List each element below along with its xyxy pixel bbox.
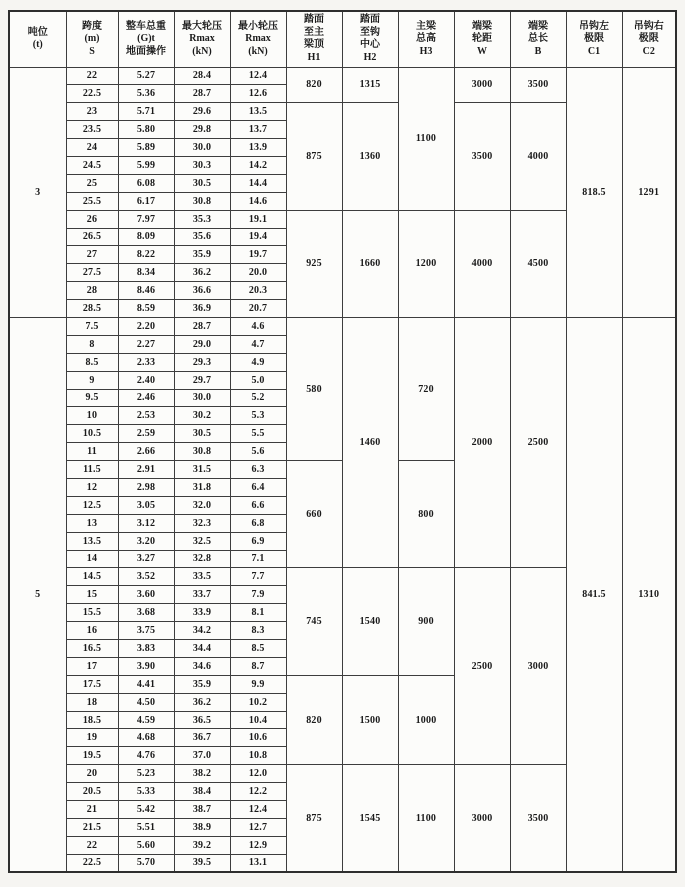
- header-line: 踏面: [360, 14, 380, 26]
- rmin-cell: 14.4: [230, 174, 286, 192]
- rmin-cell: 19.4: [230, 228, 286, 246]
- column-header-b: [510, 11, 566, 67]
- rmin-cell: 20.3: [230, 282, 286, 300]
- span-cell: 20.5: [66, 783, 118, 801]
- column-header-h2: [342, 11, 398, 67]
- span-cell: 25: [66, 174, 118, 192]
- span-cell: 15.5: [66, 604, 118, 622]
- span-cell: 15: [66, 586, 118, 604]
- c2-cell: 1310: [622, 317, 676, 872]
- tonnage-cell: 3: [9, 67, 66, 317]
- span-cell: 22.5: [66, 85, 118, 103]
- weight-cell: 2.33: [118, 353, 174, 371]
- weight-cell: 5.70: [118, 854, 174, 872]
- rmin-cell: 5.3: [230, 407, 286, 425]
- spec-row: [9, 317, 676, 335]
- h2-cell: 1460: [342, 317, 398, 567]
- w-cell: 3500: [454, 103, 510, 210]
- span-cell: 24: [66, 139, 118, 157]
- rmax-cell: 35.3: [174, 210, 230, 228]
- weight-cell: 3.27: [118, 550, 174, 568]
- rmin-cell: 7.9: [230, 586, 286, 604]
- h2-cell: 1660: [342, 210, 398, 317]
- rmax-cell: 35.6: [174, 228, 230, 246]
- header-line: (t): [32, 39, 43, 51]
- rmin-cell: 6.4: [230, 478, 286, 496]
- header-line: 总高: [416, 33, 436, 44]
- header-line: 端梁: [528, 20, 548, 32]
- rmax-cell: 30.2: [174, 407, 230, 425]
- rmax-cell: 33.7: [174, 586, 230, 604]
- span-cell: 10.5: [66, 425, 118, 443]
- span-cell: 27.5: [66, 264, 118, 282]
- rmin-cell: 6.3: [230, 461, 286, 479]
- weight-cell: 4.68: [118, 729, 174, 747]
- rmax-cell: 28.7: [174, 317, 230, 335]
- header-line: H2: [363, 51, 377, 63]
- rmax-cell: 29.8: [174, 121, 230, 139]
- rmax-cell: 38.4: [174, 783, 230, 801]
- weight-cell: 5.80: [118, 121, 174, 139]
- rmin-cell: 7.1: [230, 550, 286, 568]
- rmin-cell: 12.9: [230, 836, 286, 854]
- rmax-cell: 29.6: [174, 103, 230, 121]
- weight-cell: 2.98: [118, 478, 174, 496]
- span-cell: 13.5: [66, 532, 118, 550]
- span-cell: 23: [66, 103, 118, 121]
- h3-cell: 800: [398, 461, 454, 568]
- rmin-cell: 8.1: [230, 604, 286, 622]
- rmin-cell: 19.7: [230, 246, 286, 264]
- rmax-cell: 30.3: [174, 156, 230, 174]
- span-cell: 22: [66, 67, 118, 85]
- header-line: (kN): [192, 45, 212, 57]
- rmin-cell: 12.2: [230, 783, 286, 801]
- column-header-span: [66, 11, 118, 67]
- rmin-cell: 13.5: [230, 103, 286, 121]
- rmax-cell: 29.3: [174, 353, 230, 371]
- column-header-h3: [398, 11, 454, 67]
- span-cell: 25.5: [66, 192, 118, 210]
- header-line: 吊钩右: [633, 20, 664, 32]
- b-cell: 3500: [510, 765, 566, 872]
- rmin-cell: 4.9: [230, 353, 286, 371]
- w-cell: 4000: [454, 210, 510, 317]
- header-line: (G)t: [137, 33, 155, 44]
- rmax-cell: 36.2: [174, 693, 230, 711]
- column-header-h1: [286, 11, 342, 67]
- weight-cell: 5.36: [118, 85, 174, 103]
- header-line: 最小轮压: [238, 20, 278, 32]
- c1-cell: 841.5: [566, 317, 622, 872]
- weight-cell: 5.60: [118, 836, 174, 854]
- rmin-cell: 13.9: [230, 139, 286, 157]
- weight-cell: 5.71: [118, 103, 174, 121]
- rmin-cell: 19.1: [230, 210, 286, 228]
- c1-cell: 818.5: [566, 67, 622, 317]
- w-cell: 3000: [454, 67, 510, 103]
- w-cell: 3000: [454, 765, 510, 872]
- span-cell: 20: [66, 765, 118, 783]
- weight-cell: 5.99: [118, 156, 174, 174]
- column-header-c1: [566, 11, 622, 67]
- span-cell: 12: [66, 478, 118, 496]
- span-cell: 19.5: [66, 747, 118, 765]
- rmax-cell: 29.0: [174, 335, 230, 353]
- weight-cell: 6.17: [118, 192, 174, 210]
- rmin-cell: 6.9: [230, 532, 286, 550]
- span-cell: 14.5: [66, 568, 118, 586]
- weight-cell: 2.59: [118, 425, 174, 443]
- rmin-cell: 12.0: [230, 765, 286, 783]
- rmin-cell: 6.6: [230, 496, 286, 514]
- h1-cell: 925: [286, 210, 342, 317]
- header-row: [9, 11, 676, 67]
- rmax-cell: 34.2: [174, 622, 230, 640]
- rmin-cell: 12.4: [230, 67, 286, 85]
- rmax-cell: 32.3: [174, 514, 230, 532]
- weight-cell: 2.53: [118, 407, 174, 425]
- rmax-cell: 36.5: [174, 711, 230, 729]
- rmin-cell: 10.8: [230, 747, 286, 765]
- weight-cell: 2.40: [118, 371, 174, 389]
- rmin-cell: 13.7: [230, 121, 286, 139]
- header-line: 最大轮压: [182, 20, 222, 32]
- span-cell: 17: [66, 657, 118, 675]
- h3-cell: 900: [398, 568, 454, 675]
- rmin-cell: 13.1: [230, 854, 286, 872]
- span-cell: 13: [66, 514, 118, 532]
- table-body: [9, 67, 676, 872]
- span-cell: 16: [66, 622, 118, 640]
- header-line: H1: [307, 51, 321, 63]
- rmax-cell: 35.9: [174, 246, 230, 264]
- weight-cell: 3.20: [118, 532, 174, 550]
- header-line: (kN): [248, 45, 268, 57]
- rmax-cell: 35.9: [174, 675, 230, 693]
- weight-cell: 5.42: [118, 801, 174, 819]
- header-line: 梁顶: [304, 39, 324, 51]
- header-line: 整车总重: [126, 20, 166, 32]
- span-cell: 21.5: [66, 818, 118, 836]
- weight-cell: 4.50: [118, 693, 174, 711]
- header-line: 跨度: [82, 20, 102, 32]
- rmax-cell: 38.9: [174, 818, 230, 836]
- header-line: 总长: [528, 33, 548, 44]
- rmin-cell: 6.8: [230, 514, 286, 532]
- rmin-cell: 20.7: [230, 300, 286, 318]
- span-cell: 12.5: [66, 496, 118, 514]
- h1-cell: 875: [286, 103, 342, 210]
- span-cell: 10: [66, 407, 118, 425]
- weight-cell: 3.52: [118, 568, 174, 586]
- h1-cell: 745: [286, 568, 342, 675]
- header-line: 至主: [304, 26, 324, 38]
- crane-spec-table: [8, 10, 677, 873]
- span-cell: 28.5: [66, 300, 118, 318]
- span-cell: 16.5: [66, 640, 118, 658]
- weight-cell: 4.59: [118, 711, 174, 729]
- weight-cell: 5.23: [118, 765, 174, 783]
- span-cell: 22: [66, 836, 118, 854]
- weight-cell: 3.60: [118, 586, 174, 604]
- w-cell: 2500: [454, 568, 510, 765]
- rmin-cell: 4.6: [230, 317, 286, 335]
- rmax-cell: 28.4: [174, 67, 230, 85]
- rmin-cell: 20.0: [230, 264, 286, 282]
- rmax-cell: 33.5: [174, 568, 230, 586]
- span-cell: 11: [66, 443, 118, 461]
- weight-cell: 4.76: [118, 747, 174, 765]
- weight-cell: 5.51: [118, 818, 174, 836]
- h3-cell: 1000: [398, 675, 454, 764]
- rmax-cell: 31.8: [174, 478, 230, 496]
- span-cell: 8.5: [66, 353, 118, 371]
- weight-cell: 4.41: [118, 675, 174, 693]
- rmax-cell: 30.5: [174, 425, 230, 443]
- header-line: 吨位: [27, 26, 48, 38]
- span-cell: 17.5: [66, 675, 118, 693]
- span-cell: 9.5: [66, 389, 118, 407]
- rmax-cell: 30.0: [174, 139, 230, 157]
- column-header-rmin: [230, 11, 286, 67]
- span-cell: 23.5: [66, 121, 118, 139]
- span-cell: 22.5: [66, 854, 118, 872]
- header-line: 地面操作: [126, 45, 166, 57]
- b-cell: 4000: [510, 103, 566, 210]
- rmax-cell: 31.5: [174, 461, 230, 479]
- rmax-cell: 32.5: [174, 532, 230, 550]
- weight-cell: 3.12: [118, 514, 174, 532]
- rmax-cell: 30.8: [174, 192, 230, 210]
- rmax-cell: 32.0: [174, 496, 230, 514]
- column-header-w: [454, 11, 510, 67]
- rmax-cell: 36.2: [174, 264, 230, 282]
- header-line: S: [89, 45, 95, 57]
- rmax-cell: 39.5: [174, 854, 230, 872]
- span-cell: 14: [66, 550, 118, 568]
- span-cell: 7.5: [66, 317, 118, 335]
- header-line: C1: [587, 45, 601, 57]
- rmin-cell: 5.6: [230, 443, 286, 461]
- table-header: [9, 11, 676, 67]
- spec-row: [9, 67, 676, 85]
- span-cell: 11.5: [66, 461, 118, 479]
- weight-cell: 7.97: [118, 210, 174, 228]
- h3-cell: 1200: [398, 210, 454, 317]
- h3-cell: 1100: [398, 67, 454, 210]
- weight-cell: 3.75: [118, 622, 174, 640]
- header-line: H3: [419, 45, 433, 57]
- h1-cell: 820: [286, 67, 342, 103]
- rmax-cell: 38.2: [174, 765, 230, 783]
- rmax-cell: 30.0: [174, 389, 230, 407]
- span-cell: 28: [66, 282, 118, 300]
- header-line: 轮距: [472, 33, 492, 44]
- rmin-cell: 5.2: [230, 389, 286, 407]
- weight-cell: 5.27: [118, 67, 174, 85]
- weight-cell: 8.09: [118, 228, 174, 246]
- header-line: B: [534, 45, 542, 57]
- rmax-cell: 32.8: [174, 550, 230, 568]
- span-cell: 26: [66, 210, 118, 228]
- rmax-cell: 36.7: [174, 729, 230, 747]
- weight-cell: 3.90: [118, 657, 174, 675]
- header-line: W: [477, 45, 487, 57]
- rmin-cell: 9.9: [230, 675, 286, 693]
- rmax-cell: 38.7: [174, 801, 230, 819]
- column-header-tonnage: [9, 11, 66, 67]
- span-cell: 18: [66, 693, 118, 711]
- rmax-cell: 29.7: [174, 371, 230, 389]
- weight-cell: 8.59: [118, 300, 174, 318]
- h1-cell: 820: [286, 675, 342, 764]
- span-cell: 8: [66, 335, 118, 353]
- column-header-c2: [622, 11, 676, 67]
- rmin-cell: 12.4: [230, 801, 286, 819]
- h3-cell: 1100: [398, 765, 454, 872]
- header-line: 极限: [638, 33, 659, 44]
- header-line: 主梁: [416, 20, 436, 32]
- header-line: 中心: [360, 39, 380, 51]
- rmin-cell: 5.0: [230, 371, 286, 389]
- h1-cell: 580: [286, 317, 342, 460]
- span-cell: 19: [66, 729, 118, 747]
- rmax-cell: 30.5: [174, 174, 230, 192]
- weight-cell: 3.83: [118, 640, 174, 658]
- weight-cell: 5.89: [118, 139, 174, 157]
- rmax-cell: 28.7: [174, 85, 230, 103]
- h1-cell: 660: [286, 461, 342, 568]
- rmin-cell: 8.7: [230, 657, 286, 675]
- weight-cell: 8.46: [118, 282, 174, 300]
- c2-cell: 1291: [622, 67, 676, 317]
- span-cell: 27: [66, 246, 118, 264]
- rmax-cell: 33.9: [174, 604, 230, 622]
- h1-cell: 875: [286, 765, 342, 872]
- b-cell: 4500: [510, 210, 566, 317]
- rmax-cell: 30.8: [174, 443, 230, 461]
- rmin-cell: 10.4: [230, 711, 286, 729]
- weight-cell: 2.27: [118, 335, 174, 353]
- header-line: 至钩: [360, 26, 380, 38]
- weight-cell: 5.33: [118, 783, 174, 801]
- b-cell: 2500: [510, 317, 566, 567]
- rmin-cell: 14.2: [230, 156, 286, 174]
- w-cell: 2000: [454, 317, 510, 567]
- header-line: 踏面: [304, 14, 324, 26]
- rmax-cell: 34.4: [174, 640, 230, 658]
- h2-cell: 1540: [342, 568, 398, 675]
- rmin-cell: 12.7: [230, 818, 286, 836]
- rmin-cell: 4.7: [230, 335, 286, 353]
- column-header-weight: [118, 11, 174, 67]
- rmax-cell: 36.6: [174, 282, 230, 300]
- weight-cell: 2.46: [118, 389, 174, 407]
- header-line: 端梁: [472, 20, 492, 32]
- rmax-cell: 39.2: [174, 836, 230, 854]
- h2-cell: 1315: [342, 67, 398, 103]
- h2-cell: 1360: [342, 103, 398, 210]
- column-header-rmax: [174, 11, 230, 67]
- h2-cell: 1500: [342, 675, 398, 764]
- header-line: (m): [84, 33, 100, 44]
- weight-cell: 2.66: [118, 443, 174, 461]
- rmin-cell: 14.6: [230, 192, 286, 210]
- rmin-cell: 5.5: [230, 425, 286, 443]
- span-cell: 9: [66, 371, 118, 389]
- weight-cell: 8.34: [118, 264, 174, 282]
- weight-cell: 3.68: [118, 604, 174, 622]
- rmin-cell: 8.5: [230, 640, 286, 658]
- weight-cell: 2.20: [118, 317, 174, 335]
- b-cell: 3500: [510, 67, 566, 103]
- header-line: C2: [642, 45, 655, 57]
- rmin-cell: 7.7: [230, 568, 286, 586]
- header-line: 吊钩左: [579, 20, 609, 32]
- rmin-cell: 8.3: [230, 622, 286, 640]
- span-cell: 24.5: [66, 156, 118, 174]
- header-line: Rmax: [189, 33, 215, 44]
- h3-cell: 720: [398, 317, 454, 460]
- rmax-cell: 37.0: [174, 747, 230, 765]
- weight-cell: 2.91: [118, 461, 174, 479]
- header-line: 极限: [584, 33, 604, 44]
- span-cell: 21: [66, 801, 118, 819]
- tonnage-cell: 5: [9, 317, 66, 872]
- b-cell: 3000: [510, 568, 566, 765]
- rmin-cell: 12.6: [230, 85, 286, 103]
- rmin-cell: 10.6: [230, 729, 286, 747]
- h2-cell: 1545: [342, 765, 398, 872]
- weight-cell: 6.08: [118, 174, 174, 192]
- weight-cell: 3.05: [118, 496, 174, 514]
- rmin-cell: 10.2: [230, 693, 286, 711]
- rmax-cell: 34.6: [174, 657, 230, 675]
- header-line: Rmax: [245, 33, 271, 44]
- weight-cell: 8.22: [118, 246, 174, 264]
- rmax-cell: 36.9: [174, 300, 230, 318]
- span-cell: 26.5: [66, 228, 118, 246]
- span-cell: 18.5: [66, 711, 118, 729]
